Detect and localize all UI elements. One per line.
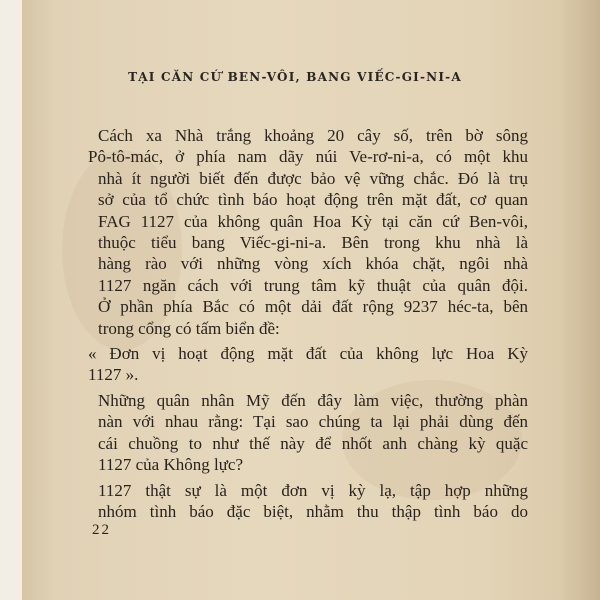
paragraph [88, 390, 528, 476]
text-line: 1127 ». [88, 365, 139, 385]
paragraph [88, 343, 528, 386]
text-line: Pô-tô-mác, ở phía nam dãy núi Ve-rơ-ni-a, có một khu [88, 147, 528, 167]
paragraph [88, 480, 528, 523]
running-head: TẠI CĂN CỨ BEN-VÔI, BANG VIẾC-GI-NI-A [128, 70, 462, 84]
text-line: 1127 thật sự là một đơn vị kỳ lạ, tập hợp những [98, 480, 528, 500]
text-line: hàng rào với những vòng xích khóa chặt, ngôi nhà [98, 254, 528, 274]
text-line: Cách xa Nhà trắng khoảng 20 cây số, trên bờ sông [98, 126, 528, 145]
text-line: « Đơn vị hoạt động mặt đất của không lực Hoa Kỳ [88, 344, 528, 364]
text-line: cái chuồng to như thế này để nhốt anh chàng kỳ quặc [98, 433, 528, 453]
text-line: nhà ít người biết đến được bảo vệ vững chắc. Đó là trụ [98, 168, 528, 188]
text-line: nàn với nhau rằng: Tại sao chúng ta lại phải dùng đến [98, 412, 528, 432]
text-line: FAG 1127 của không quân Hoa Kỳ tại căn cứ Ben-vôi, [98, 211, 528, 231]
text-line: 1127 ngăn cách với trung tâm kỹ thuật của quân đội. [98, 275, 528, 295]
paragraph [88, 125, 528, 339]
text-line: sở của tổ chức tình báo hoạt động trên mặt đất, cơ quan [98, 190, 528, 210]
text-line: nhóm tình báo đặc biệt, nhằm thu thập tình báo do [98, 501, 528, 521]
page-number: 22 [92, 522, 111, 538]
text-line: Ở phần phía Bắc có một dải đất rộng 9237 héc-ta, bên [98, 297, 528, 317]
text-line: thuộc tiểu bang Viếc-gi-ni-a. Bên trong khu nhà là [98, 233, 528, 253]
text-line: 1127 của Không lực? [98, 455, 244, 475]
text-line: trong cổng có tấm biển đề: [98, 318, 280, 338]
body-text [88, 125, 528, 526]
text-line: Những quân nhân Mỹ đến đây làm việc, thường phàn [98, 390, 528, 410]
